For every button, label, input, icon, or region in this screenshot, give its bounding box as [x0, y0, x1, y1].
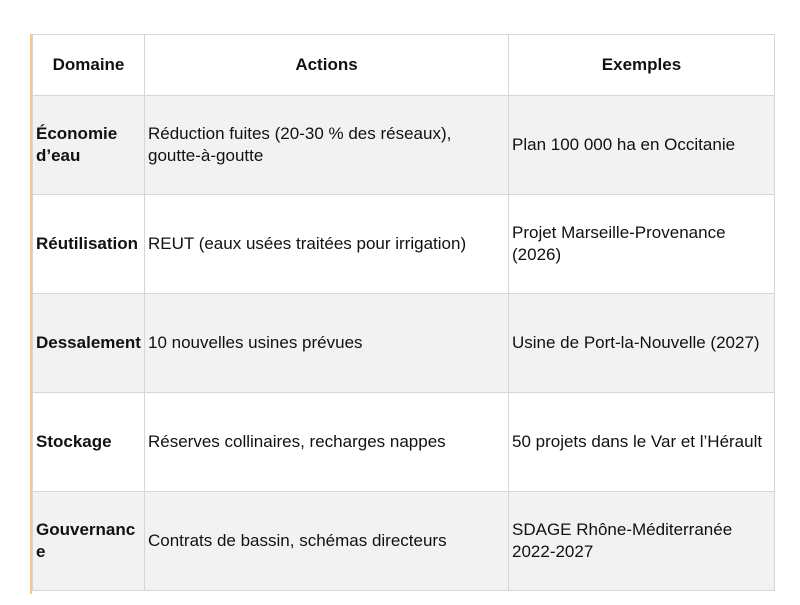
table-row	[33, 294, 775, 393]
header-actions: Actions	[145, 35, 509, 96]
actions-cell: REUT (eaux usées traitées pour irrigation)	[145, 195, 509, 294]
header-row	[33, 35, 775, 96]
actions-cell: Réduction fuites (20-30 % des réseaux), goutte-à-goutte	[145, 96, 509, 195]
table-row	[33, 96, 775, 195]
examples-cell: 50 projets dans le Var et l’Hérault	[509, 393, 775, 492]
examples-cell: Usine de Port-la-Nouvelle (2027)	[509, 294, 775, 393]
measures-table	[32, 34, 775, 591]
examples-cell: SDAGE Rhône-Méditerranée 2022-2027	[509, 492, 775, 591]
header-exemples: Exemples	[509, 35, 775, 96]
table-row	[33, 492, 775, 591]
actions-cell: Contrats de bassin, schémas directeurs	[145, 492, 509, 591]
domain-cell: Réutilisation	[33, 195, 145, 294]
table-body	[33, 96, 775, 591]
table-header	[33, 35, 775, 96]
domain-cell: Économie d’eau	[33, 96, 145, 195]
domain-cell: Stockage	[33, 393, 145, 492]
domain-cell: Dessalement	[33, 294, 145, 393]
table-row	[33, 195, 775, 294]
examples-cell: Plan 100 000 ha en Occitanie	[509, 96, 775, 195]
actions-cell: 10 nouvelles usines prévues	[145, 294, 509, 393]
examples-cell: Projet Marseille-Provenance (2026)	[509, 195, 775, 294]
domain-cell: Gouvernance	[33, 492, 145, 591]
actions-cell: Réserves collinaires, recharges nappes	[145, 393, 509, 492]
header-domaine: Domaine	[33, 35, 145, 96]
table-row	[33, 393, 775, 492]
